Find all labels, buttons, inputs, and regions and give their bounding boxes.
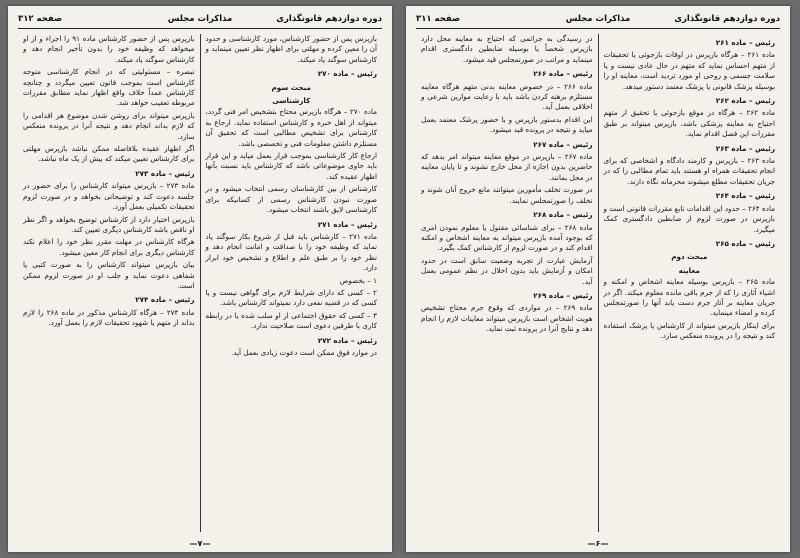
paragraph: بازپرس میتواند برای روشن شدن موضوع هر اقدامی را که لازم بداند انجام دهد و نتیجه آنرا در پرونده منعکس سازد. bbox=[23, 110, 195, 141]
paragraph: ماده ۲۶۶ – در خصوص معاینه بدنی متهم هرگاه معاینه مستلزم برهنه کردن باشد باید با رعایت موازین شرعی و اخلاقی بعمل آید. bbox=[421, 81, 593, 112]
header-session: دوره دوازدهم قانونگذاری bbox=[276, 14, 382, 24]
paragraph: تبصره – مسئولیتی که در انجام کارشناسی متوجه کارشناس است بموجب قانون تعیین میگردد و چنانچه کارشناس عمداً خلاف واقع اظهار نماید مطابق مقررات مربوطه تعقیب خواهد شد. bbox=[23, 67, 195, 108]
paragraph: کارشناس از بین کارشناسان رسمی انتخاب میشود و در صورت نبودن کارشناس رسمی از کسانیکه برای کارشناسی لایق باشند انتخاب میشود. bbox=[205, 184, 377, 215]
header-title: مذاکرات مجلس bbox=[167, 14, 233, 24]
paragraph: ارجاع کار کارشناسی بموجب قرار بعمل میاید و این قرار باید حاوی موضوعاتی باشد که کارشناس باید نسبت بآنها اظهار عقیده کند. bbox=[205, 151, 377, 181]
paragraph: ماده ۲۶۴ – حدود این اقدامات تابع مقررات قانونی است و بازپرس در صورت لزوم از ضابطین دادگستری کمک میگیرد. bbox=[603, 203, 775, 234]
paragraph: ۲ – کسی که دارای شرایط لازم برای گواهی نیست و یا کسی که در قضیه نفعی دارد نمیتواند کارشناس باشد. bbox=[205, 287, 377, 308]
paragraph: برای اینکار بازپرس میتواند از کارشناس یا پزشک استفاده کند و نتیجه را در پرونده منعکس سازد. bbox=[603, 320, 775, 341]
text-columns bbox=[416, 34, 780, 532]
page-312 bbox=[8, 6, 392, 552]
section-heading: مبحث سوم bbox=[271, 82, 312, 92]
article-heading: رئیس – ماده ۲۶۹ bbox=[533, 290, 593, 300]
paragraph: ۳ – کسی که حقوق اجتماعی از او سلب شده یا در رابطه کاری با طرفین دعوی است صلاحیت ندارد. bbox=[205, 310, 377, 331]
paragraph: بیان بازپرس میتواند کارشناس را به صورت کتبی یا شفاهی دعوت نماید و جلب او در صورت لزوم ممکن است. bbox=[23, 260, 195, 290]
paragraph: ماده ۲۷۴ – هرگاه کارشناس مذکور در ماده ۲۶۸ را لازم بداند از متهم یا شهود تحقیقات لازم را بعمل آورد. bbox=[23, 307, 195, 328]
paragraph: در موارد فوق ممکن است دعوت زیادی بعمل آید. bbox=[230, 347, 377, 357]
paragraph: ماده ۲۷۱ – کارشناس باید قبل از شروع بکار سوگند یاد نماید که وظیفه خود را با صداقت و امانت انجام دهد و نظر خود را بر طبق علم و اطلاع و تشخیص خود ابراز دارد. bbox=[205, 231, 377, 273]
page-311 bbox=[406, 6, 790, 552]
article-heading: رئیس – ماده ۲۶۶ bbox=[533, 69, 593, 79]
article-heading: رئیس – ماده ۲۷۰ bbox=[317, 69, 377, 79]
paragraph: ماده ۲۶۷ – بازپرس در موقع معاینه میتواند امر بدهد که حاضرین بدون اجازه از محل خارج نشوند و تا پایان معاینه در محل بمانند. bbox=[421, 152, 593, 182]
paragraph: ماده ۲۷۳ – بازپرس میتواند کارشناس را برای حضور در جلسه دعوت کند و توضیحاتی بخواهد و در صورت لزوم تحقیقات تکمیلی بعمل آورد. bbox=[23, 181, 195, 212]
article-heading: رئیس – ماده ۲۷۳ bbox=[135, 168, 195, 178]
article-heading: رئیس – ماده ۲۶۵ bbox=[715, 238, 775, 248]
paragraph: در صورت تخلف مأمورین میتوانند مانع خروج آنان شوند و تخلف را صورتمجلس نمایند. bbox=[421, 185, 593, 205]
article-heading: رئیس – ماده ۲۷۱ bbox=[317, 219, 377, 229]
paragraph: ۱ – بخصوص bbox=[339, 275, 377, 285]
text-column bbox=[599, 34, 781, 532]
paragraph: در رسیدگی به جرائمی که احتیاج به معاینه محل دارد بازپرس شخصاً یا بوسیله ضابطین دادگستری اقدام مینماید و مراتب در صورتمجلس قید میشود. bbox=[421, 34, 593, 64]
running-header bbox=[416, 12, 780, 29]
section-heading: کارشناسی bbox=[272, 96, 311, 106]
paragraph: این اقدام بدستور بازپرس و با حضور پزشک معتمد بعمل میاید و نتیجه در پرونده قید میشود. bbox=[421, 114, 593, 135]
paragraph: ماده ۲۶۸ – برای شناسائی مقتول یا معلوم نمودن امری که بوجود آمده بازپرس میتواند به معاینه اشخاص و امکنه اقدام کند و در صورت لزوم از کارشناس کمک بگیرد. bbox=[421, 222, 593, 253]
header-page-number: صفحه ۳۱۲ bbox=[18, 14, 63, 24]
section-heading: مبحث دوم bbox=[671, 252, 708, 262]
text-column bbox=[18, 34, 201, 532]
article-heading: رئیس – ماده ۲۶۴ bbox=[715, 191, 775, 201]
text-column bbox=[416, 34, 599, 532]
paragraph: بازپرس پس از حضور کارشناس، مورد کارشناسی و حدود آن را معین کرده و مهلتی برای اظهار نظر تعیین مینماید و کارشناس سوگند یاد میکند. bbox=[205, 34, 377, 64]
text-columns bbox=[18, 34, 382, 532]
header-session: دوره دوازدهم قانونگذاری bbox=[674, 14, 780, 24]
paragraph: اگر اظهار عقیده بلافاصله ممکن نباشد بازپرس مهلتی برای کارشناس تعیین میکند که بیش از یک ماه نباشد. bbox=[23, 144, 195, 164]
article-heading: رئیس – ماده ۲۶۱ bbox=[715, 38, 775, 47]
section-heading: معاینه bbox=[678, 265, 700, 275]
article-heading: رئیس – ماده ۲۶۳ bbox=[715, 143, 775, 153]
paragraph: ماده ۲۶۲ – هرگاه در موقع بازجوئی یا تحقیق از متهم احتیاج به معاینه پزشکی باشد، بازپرس میتواند بر طبق مقررات این فصل اقدام نماید. bbox=[603, 108, 775, 139]
running-header bbox=[18, 12, 382, 29]
paragraph: ماده ۲۶۱ – هرگاه بازپرس در اوقات بازجوئی یا تحقیقات از متهم احساس نماید که متهم در حال عادی نیست و یا سلامت جسمی و روحی او مورد تردید است، معاینه او را بوسیله پزشک قانونی یا پزشک معتمد دستور میدهد. bbox=[603, 50, 775, 91]
article-heading: رئیس – ماده ۲۶۲ bbox=[715, 96, 775, 106]
article-heading: رئیس – ماده ۲۷۴ bbox=[135, 295, 195, 305]
page-footer: —۷— bbox=[189, 539, 211, 548]
text-column bbox=[201, 34, 383, 532]
article-heading: رئیس – ماده ۲۶۷ bbox=[533, 139, 593, 149]
paragraph: بازپرس اختیار دارد از کارشناس توضیح بخواهد و اگر نظر او ناقص باشد کارشناس دیگری تعیین کند. bbox=[23, 214, 195, 234]
page-footer: —۶— bbox=[587, 539, 609, 548]
paragraph: ماده ۲۶۳ – بازپرس و کارمند دادگاه و اشخاصی که برای انجام تحقیقات همراه او هستند باید تمام مطالبی را که در جریان تحقیقات مطلع میشوند محرمانه نگاه دارند. bbox=[603, 156, 775, 186]
paragraph: آزمایش عبارت از تجربه وضعیت سابق است در حدود امکان و آزمایش باید بدون اخلال در نظم عمومی بعمل آید. bbox=[421, 255, 593, 286]
paragraph: ماده ۲۶۵ – بازپرس بوسیله معاینه اشخاص و امکنه و اشیاء آثاری را که از جرم باقی مانده معلوم میکند. اگر در جریان معاینه بر آثار جرم دست یابد آنها را صورتمجلس کرده و امضاء مینماید. bbox=[603, 277, 775, 318]
header-page-number: صفحه ۳۱۱ bbox=[416, 14, 461, 24]
article-heading: رئیس – ماده ۲۷۲ bbox=[317, 335, 377, 345]
paragraph: ماده ۲۶۹ – در مواردی که وقوع جرم محتاج تشخیص هویت اشخاص است بازپرس میتواند معاینات لازم را انجام دهد و نتایج آنرا در پرونده ثبت نماید. bbox=[421, 303, 593, 334]
article-heading: رئیس – ماده ۲۶۸ bbox=[533, 210, 593, 220]
header-title: مذاکرات مجلس bbox=[565, 14, 631, 24]
paragraph: بازپرس پس از حضور کارشناس ماده ۹۱ را اجراء و از او میخواهد که وظیفه خود را بدون تأخیر انجام دهد و کارشناس سوگند یاد میکند. bbox=[23, 34, 195, 64]
paragraph: ماده ۲۷۰ – هرگاه بازپرس محتاج بتشخیص امر فنی گردد، میتواند از اهل خبره و کارشناس استفاده نماید. ارجاع به کارشناس برای تشخیص مطالبی است که تحقیق آن مستلزم داشتن معلومات فنی و تخصصی باشد. bbox=[205, 107, 377, 148]
paragraph: هرگاه کارشناس در مهلت مقرر نظر خود را اعلام نکند کارشناس دیگری برای انجام کار معین میشود. bbox=[23, 237, 195, 257]
